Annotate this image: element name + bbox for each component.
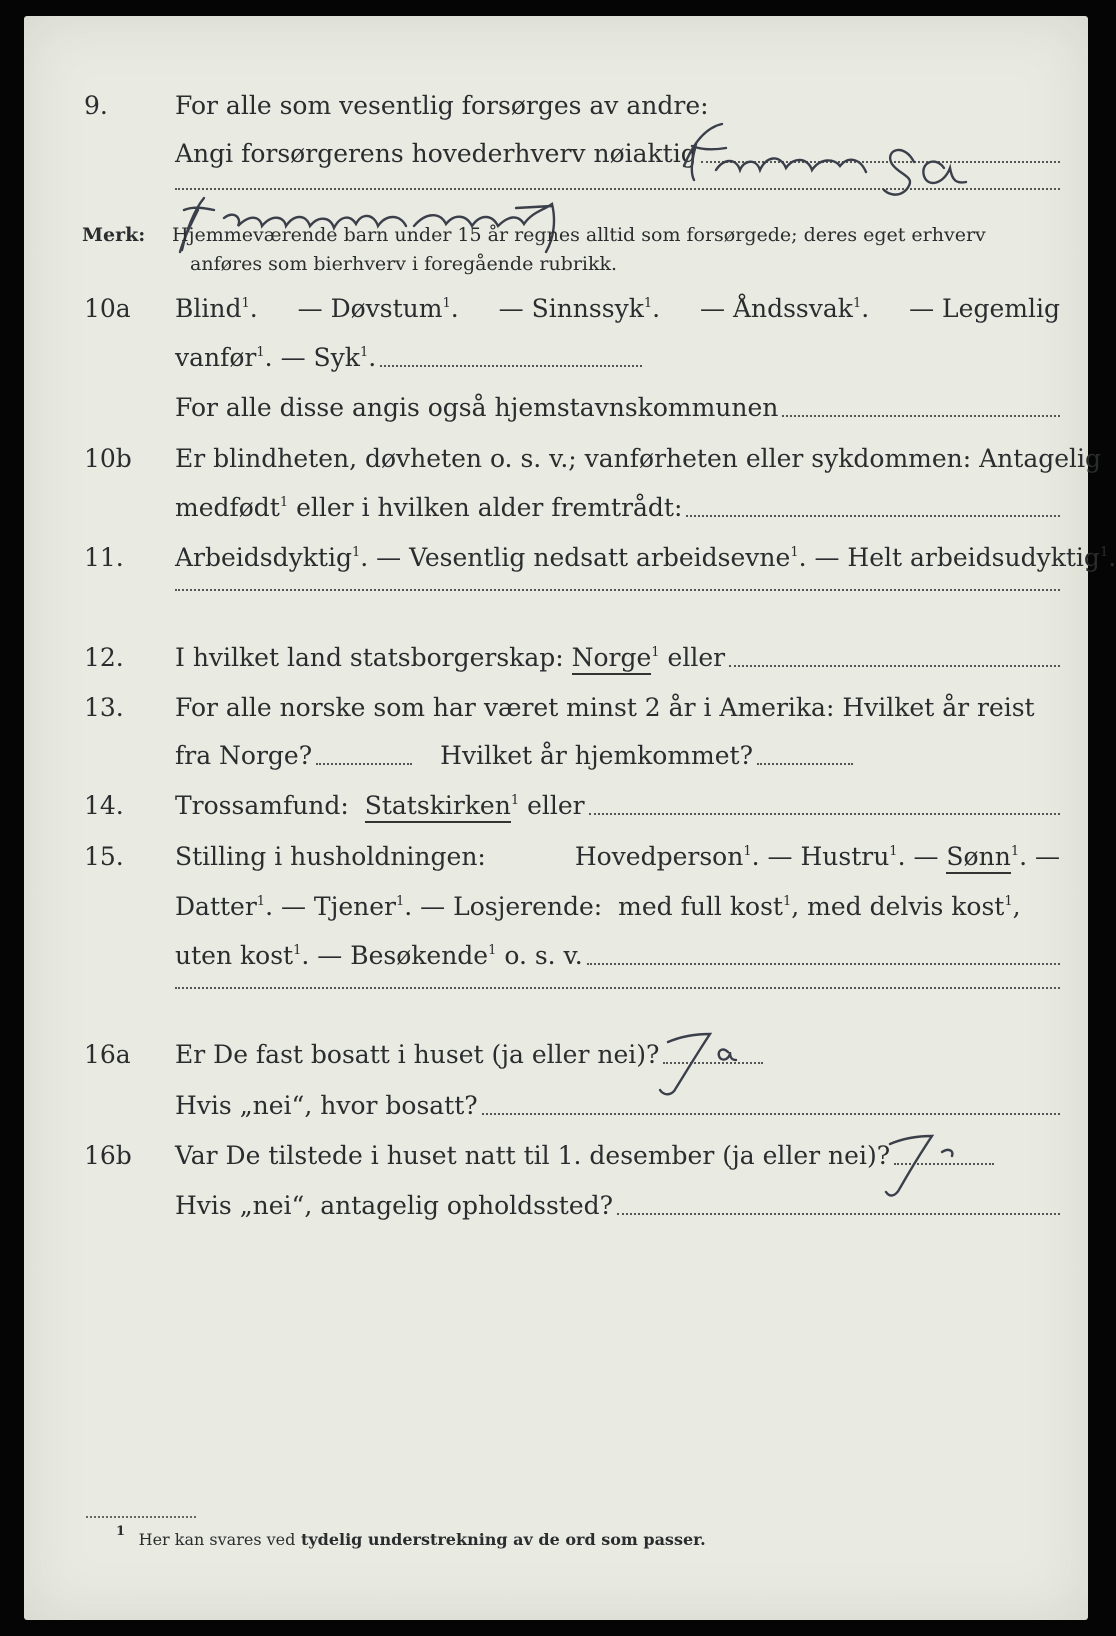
option-sinnssyk[interactable]: — Sinnssyk$^1$. xyxy=(498,294,661,323)
option-datter[interactable]: Datter$^1$ xyxy=(175,892,266,921)
answer-line[interactable] xyxy=(380,365,642,367)
option-sonn[interactable]: Sønn$^1$ xyxy=(946,842,1019,871)
answer-line[interactable] xyxy=(175,987,1060,989)
question-number: 10a xyxy=(84,294,131,323)
question-text: fra Norge? xyxy=(175,741,313,770)
option-vanfor[interactable]: vanfør$^1$. xyxy=(175,343,281,372)
question-text: Er De fast bosatt i huset (ja eller nei)? xyxy=(175,1040,660,1069)
question-text: o. s. v. xyxy=(504,941,583,970)
option-arbeidsudyktig[interactable]: . — Helt arbeidsudyktig$^1$. xyxy=(798,543,1116,572)
question-text: Var De tilstede i huset natt til 1. desember (ja eller nei)? xyxy=(175,1141,891,1170)
question-number: 14. xyxy=(84,791,124,820)
census-form-page: 9. For alle som vesentlig forsørges av andre: Angi forsørgerens hovederhverv nøiaktig Merk: Hjemmeværende barn under 15 år regnes alltid som forsørgede; deres eget erhverv anføres som bierhverv i foregående rubrikk. 10a Blind$^1$. — Døvstum$^1$. — Sinnssyk$^1$. — Åndssvak$^1$. — Legemlig vanfør$^1$. — Syk$^1$. For alle disse angis også hjemstavnskommunen 10b Er blindheten, døvheten o. s. v.; vanførheten eller sykdommen: Antagelig medfødt$^1$ eller i hvilken alder fremtrådt: 11. Arbeidsdyktig$^1$. — Vesentlig nedsatt arbeidsevne$^1$. — Helt arbeidsudyktig$^1$. 12. I hvilket land statsborgerskap: Norge$^1$ eller 13. For alle norske som har været minst 2 år i Amerika: Hvilket år reist fra Norge? Hvilket år hjemkommet? 14. Trossamfund: Statskirken$^1$ eller 15. Stilling i husholdningen: Hovedperson$^1$. — Hustru$^1$. — Sønn$^1$. — Datter$^1$. — Tjener$^1$. — Losjerende: med full kost$^1$, med delvis kost$^1$, uten kost$^1$ . — Besøkende$^1$ o. s. v. 16a Er De fast bosatt i huset (ja eller nei)? Hvis „nei“, hvor bosatt? 16b Var De tilstede i huset natt til 1. desember (ja eller nei)? Hvis „nei“, antagelig opholdssted? $^1$ Her kan svares ved tydelig understrekning av de ord som passer. xyxy=(24,16,1088,1620)
option-tjener[interactable]: . — Tjener$^1$ xyxy=(265,892,405,921)
option-hustru[interactable]: . — Hustru$^1$ xyxy=(751,842,898,871)
question-number: 12. xyxy=(84,643,124,672)
option-syk[interactable]: — Syk$^1$. xyxy=(280,343,377,372)
answer-line[interactable] xyxy=(729,665,1060,667)
note-label: Merk: xyxy=(82,224,146,246)
answer-line[interactable] xyxy=(686,515,1060,517)
question-text: Hvis „nei“, hvor bosatt? xyxy=(175,1091,478,1120)
option-norge[interactable]: Norge$^1$ xyxy=(572,643,668,673)
question-text: eller xyxy=(667,643,726,672)
option-full-kost[interactable]: med full kost$^1$ xyxy=(618,892,792,921)
option-arbeidsdyktig[interactable]: Arbeidsdyktig$^1$ xyxy=(175,543,361,572)
option-nedsatt-arbeidsevne[interactable]: . — Vesentlig nedsatt arbeidsevne$^1$ xyxy=(360,543,799,572)
answer-line-reist[interactable] xyxy=(316,763,412,765)
option-uten-kost[interactable]: uten kost$^1$ xyxy=(175,941,302,970)
question-text: For alle norske som har været minst 2 år i Amerika: Hvilket år reist xyxy=(175,693,1035,722)
question-text: I hvilket land statsborgerskap: xyxy=(175,643,564,672)
question-text: For alle disse angis også hjemstavnskommunen xyxy=(175,393,779,422)
question-text: Er blindheten, døvheten o. s. v.; vanførheten eller sykdommen: Antagelig xyxy=(175,444,1102,473)
question-text: eller i hvilken alder fremtrådt: xyxy=(296,493,683,522)
option-medfodt[interactable]: medfødt$^1$ xyxy=(175,493,289,522)
footnote-text-b: tydelig understrekning av de ord som passer. xyxy=(300,1530,706,1549)
question-text: Stilling i husholdningen: xyxy=(175,842,486,871)
question-text: For alle som vesentlig forsørges av andre: xyxy=(175,91,709,120)
question-number: 13. xyxy=(84,693,124,722)
question-number: 16b xyxy=(84,1141,132,1170)
question-text: Hvis „nei“, antagelig opholdssted? xyxy=(175,1191,614,1220)
option-hovedperson[interactable]: Hovedperson$^1$ xyxy=(574,842,752,871)
answer-line-hjemkommet[interactable] xyxy=(757,763,853,765)
question-text: Trossamfund: xyxy=(175,791,349,820)
footnote-text-a: Her kan svares ved xyxy=(138,1530,296,1549)
note-text: Hjemmeværende barn under 15 år regnes alltid som forsørgede; deres eget erhverv xyxy=(172,224,986,246)
option-dovstum[interactable]: — Døvstum$^1$. xyxy=(297,294,459,323)
answer-line[interactable] xyxy=(175,589,1060,591)
option-delvis-kost[interactable]: , med delvis kost$^1$ xyxy=(791,892,1013,921)
question-number: 11. xyxy=(84,543,124,572)
question-number: 16a xyxy=(84,1040,131,1069)
note-text: anføres som bierhverv i foregående rubrikk. xyxy=(190,253,618,275)
question-text: Angi forsørgerens hovederhverv nøiaktig xyxy=(175,139,697,168)
question-text: Hvilket år hjemkommet? xyxy=(440,741,754,770)
question-number: 10b xyxy=(84,444,132,473)
option-legemlig[interactable]: — Legemlig xyxy=(909,294,1060,323)
footnote xyxy=(116,1524,706,1549)
answer-line[interactable] xyxy=(782,415,1060,417)
option-statskirken[interactable]: Statskirken$^1$ xyxy=(365,791,527,821)
answer-line[interactable] xyxy=(589,813,1060,815)
answer-line[interactable] xyxy=(482,1113,1060,1115)
question-number: 9. xyxy=(84,91,108,120)
option-blind[interactable]: Blind$^1$. xyxy=(175,294,258,323)
option-besokende[interactable]: . — Besøkende$^1$ xyxy=(301,941,497,970)
footnote-marker: 1 xyxy=(116,1524,126,1539)
option-andssvak[interactable]: — Åndssvak$^1$. xyxy=(700,294,870,323)
question-text: eller xyxy=(527,791,585,820)
footnote-rule xyxy=(86,1516,196,1518)
answer-line[interactable] xyxy=(617,1213,1060,1215)
answer-line[interactable] xyxy=(587,963,1060,965)
question-number: 15. xyxy=(84,842,124,871)
handwritten-answer-16a xyxy=(624,1022,744,1102)
